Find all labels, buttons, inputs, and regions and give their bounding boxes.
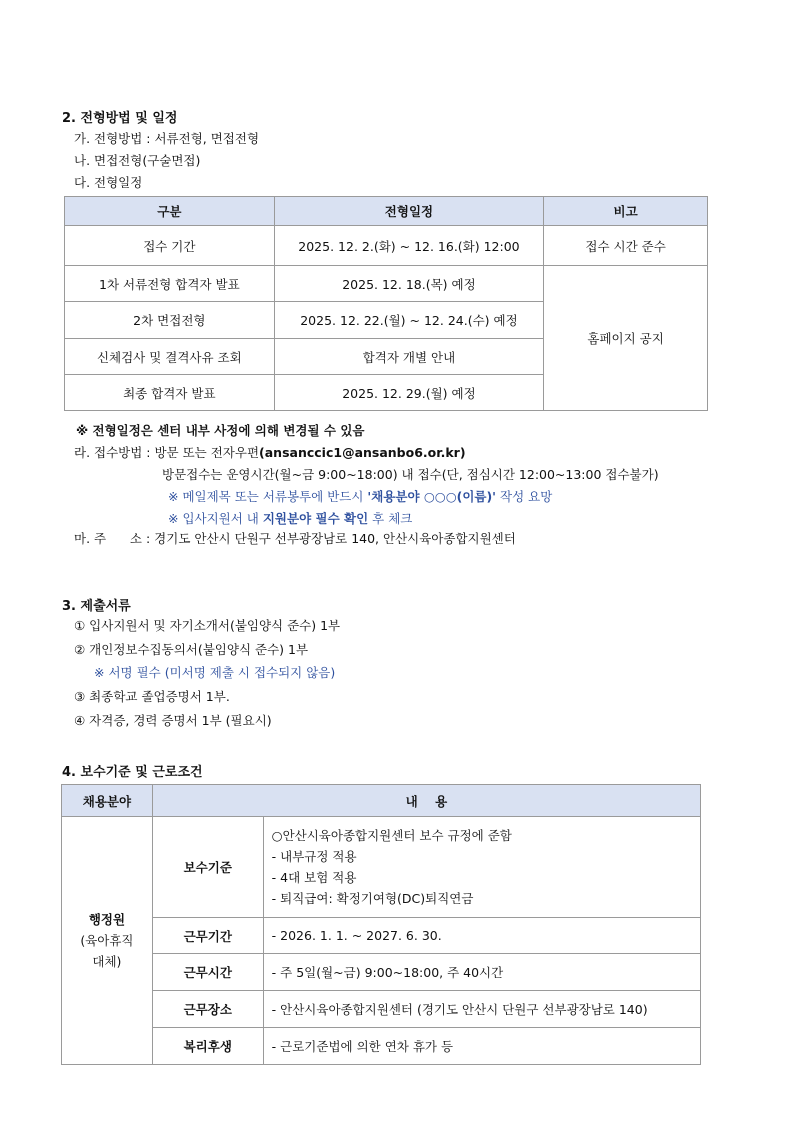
pay-line-1: ○안산시육아종합지원센터 보수 규정에 준함 [271,828,512,843]
welfare-value: - 근로기준법에 의한 연차 휴가 등 [263,1028,700,1065]
mail-note-pre: ※ 메일제목 또는 서류봉투에 반드시 [168,489,368,504]
schedule-cell-date: 2025. 12. 2.(화) ~ 12. 16.(화) 12:00 [274,226,544,266]
signature-note: ※ 서명 필수 (미서명 제출 시 접수되지 않음) [94,665,336,680]
mail-note-bold: '채용분야 ○○○(이름)' [367,489,497,504]
schedule-cell-date: 합격자 개별 안내 [274,339,544,375]
schedule-header-note: 비고 [544,197,708,226]
schedule-cell-date: 2025. 12. 22.(월) ~ 12. 24.(수) 예정 [274,302,544,339]
schedule-cell-category: 접수 기간 [65,226,275,266]
row-label-period: 근무기간 [152,918,263,954]
row-label-location: 근무장소 [152,991,263,1028]
hours-value: - 주 5일(월~금) 9:00~18:00, 주 40시간 [263,954,700,991]
form-check-note [168,509,412,527]
section2-item-3: 다. 전형일정 [74,175,143,190]
form-note-bold: 지원분야 필수 확인 [262,511,369,526]
document-item-1: ① 입사지원서 및 자기소개서(붙임양식 준수) 1부 [74,618,341,633]
apply-method [74,443,466,461]
conditions-table [61,784,701,1065]
apply-email: (ansanccic1@ansanbo6.or.kr) [259,445,466,460]
form-note-post: 후 체크 [368,511,413,526]
location-value: - 안산시육아종합지원센터 (경기도 안산시 단원구 선부광장남로 140) [263,991,700,1028]
field-sub-2: 대체) [92,954,122,969]
apply-method-label: 라. 접수방법 : 방문 또는 전자우편 [74,445,260,460]
schedule-cell-note: 접수 시간 준수 [544,226,708,266]
field-sub-1: (육아휴직 [80,933,134,948]
schedule-cell-date: 2025. 12. 29.(월) 예정 [274,375,544,411]
visit-apply-line: 방문접수는 운영시간(월~금 9:00~18:00) 내 접수(단, 점심시간 12:00~13:00 접수불가) [162,467,659,482]
row-label-pay: 보수기준 [152,817,263,918]
document-item-4: ④ 자격증, 경력 증명서 1부 (필요시) [74,713,272,728]
schedule-table [64,196,708,411]
address-line: 마. 주 소 : 경기도 안산시 단원구 선부광장남로 140, 안산시육아종합지원센터 [74,531,516,546]
mail-title-note [168,487,552,505]
row-label-hours: 근무시간 [152,954,263,991]
section2-item-1: 가. 전형방법 : 서류전형, 면접전형 [74,131,260,146]
table-row [62,1028,701,1065]
table-row [62,954,701,991]
pay-details [263,817,700,918]
form-note-pre: ※ 입사지원서 내 [168,511,263,526]
conditions-header-field: 채용분야 [62,785,153,817]
schedule-header-category: 구분 [65,197,275,226]
section3-title: 3. 제출서류 [62,599,131,614]
schedule-header-date: 전형일정 [274,197,544,226]
table-row [65,266,708,302]
section4-title: 4. 보수기준 및 근로조건 [62,765,203,780]
document-item-3: ③ 최종학교 졸업증명서 1부. [74,689,230,704]
period-value: - 2026. 1. 1. ~ 2027. 6. 30. [263,918,700,954]
schedule-cell-category: 최종 합격자 발표 [65,375,275,411]
field-name: 행정원 [88,912,126,927]
field-cell [62,817,153,1065]
schedule-cell-category: 1차 서류전형 합격자 발표 [65,266,275,302]
schedule-cell-category: 신체검사 및 결격사유 조회 [65,339,275,375]
pay-line-3: - 4대 보험 적용 [271,870,357,885]
schedule-cell-merged-note: 홈페이지 공지 [544,266,708,411]
pay-line-2: - 내부규정 적용 [271,849,357,864]
section2-title: 2. 전형방법 및 일정 [62,111,178,126]
section2-item-2: 나. 면접전형(구술면접) [74,153,201,168]
table-row [65,226,708,266]
schedule-change-notice: ※ 전형일정은 센터 내부 사정에 의해 변경될 수 있음 [76,423,365,438]
table-row [62,817,701,918]
table-row [62,918,701,954]
document-item-2: ② 개인정보수집동의서(붙임양식 준수) 1부 [74,642,309,657]
table-row [62,991,701,1028]
pay-line-4: - 퇴직급여: 확정기여형(DC)퇴직연금 [271,891,474,906]
mail-note-post: 작성 요망 [496,489,553,504]
schedule-cell-date: 2025. 12. 18.(목) 예정 [274,266,544,302]
row-label-welfare: 복리후생 [152,1028,263,1065]
schedule-cell-category: 2차 면접전형 [65,302,275,339]
conditions-header-content: 내 용 [152,785,700,817]
